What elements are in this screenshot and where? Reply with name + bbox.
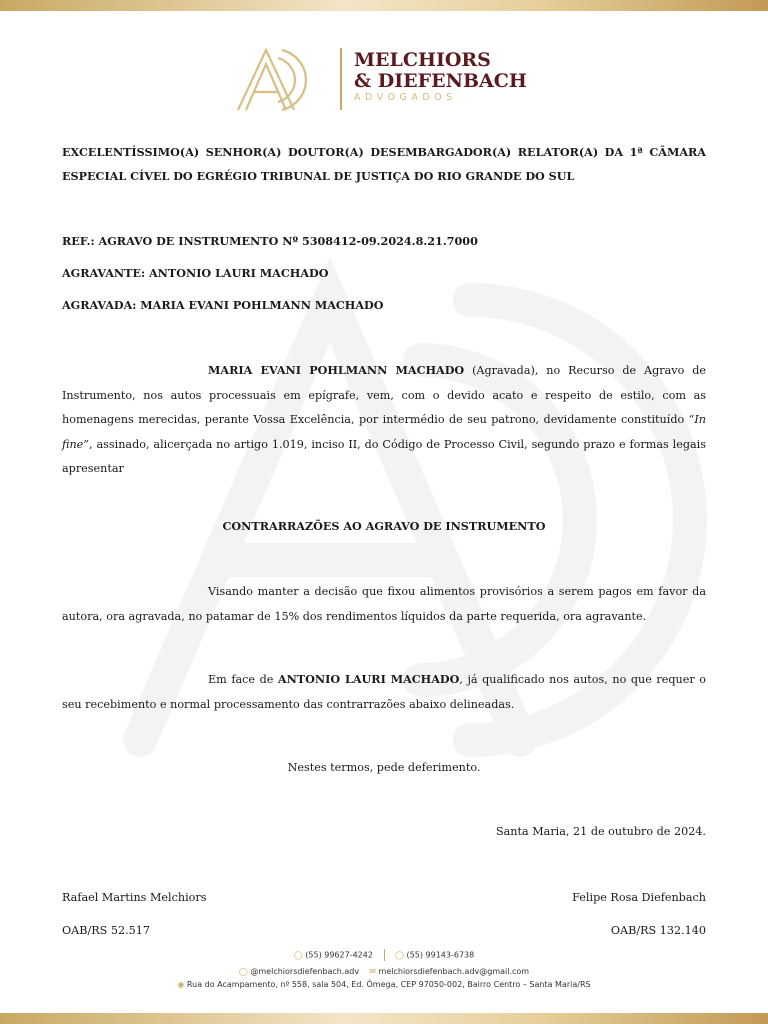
addressee-line1: EXCELENTÍSSIMO(A) SENHOR(A) DOUTOR(A) DESEMBARGADOR(A) RELATOR(A) DA 1ª CÂMARA	[62, 145, 706, 159]
whatsapp-icon: ◯	[293, 950, 303, 960]
footer-instagram: @melchiorsdiefenbach.adv	[250, 967, 360, 976]
paragraph-request-text-end: , já qualificado nos autos, no que requer o seu recebimento e normal processamento das contrarrazões abaixo delineadas.	[62, 673, 706, 711]
footer-email: melchiorsdiefenbach.adv@gmail.com	[378, 967, 530, 976]
footer-address: Rua do Acampamento, nº 558, sala 504, Ed. Ômega, CEP 97050-002, Bairro Centro – Santa Maria/RS	[186, 980, 591, 989]
paragraph-objective	[62, 580, 706, 629]
closing-text: Nestes termos, pede deferimento.	[287, 761, 481, 774]
signature-left-oab: OAB/RS 52.517	[62, 924, 151, 937]
footer-separator	[384, 949, 385, 961]
paragraph-intro-text: (Agravada), no Recurso de Agravo de Instrumento, nos autos processuais em epígrafe, vem, com o devido acato e respeito de estilo, com as homenagens merecidas, perante Vossa Excelência, por intermédio de seu patrono, devidamente constituído	[62, 364, 706, 426]
footer-phone-2: (55) 99143-6738	[406, 950, 475, 960]
in-fine-text: “In fine”	[62, 413, 706, 451]
party-name: MARIA EVANI POHLMANN MACHADO	[208, 363, 465, 377]
top-decorative-bar	[0, 0, 768, 11]
paragraph-request-text: Em face de	[208, 673, 278, 686]
footer-phone-1: (55) 99627-4242	[305, 950, 373, 960]
section-heading: CONTRARRAZÕES AO AGRAVO DE INSTRUMENTO	[222, 519, 546, 533]
phone-icon: ◯	[395, 950, 404, 960]
instagram-icon: ◯	[238, 967, 248, 976]
location-pin-icon: ◉	[177, 980, 185, 989]
place-date: Santa Maria, 21 de outubro de 2024.	[495, 825, 706, 838]
agravante-name: ANTONIO LAURI MACHADO	[277, 672, 460, 686]
bottom-decorative-bar	[0, 1013, 768, 1024]
paragraph-request	[62, 667, 706, 717]
email-icon: ✉	[369, 967, 376, 976]
case-agravante: AGRAVANTE: ANTONIO LAURI MACHADO	[62, 266, 329, 280]
addressee-line2: ESPECIAL CÍVEL DO EGRÉGIO TRIBUNAL DE JUSTIÇA DO RIO GRANDE DO SUL	[62, 169, 575, 183]
md-monogram-icon	[232, 44, 328, 114]
signature-right-oab: OAB/RS 132.140	[610, 924, 706, 937]
paragraph-objective-text: Visando manter a decisão que fixou alimentos provisórios a serem pagos em favor da autora, ora agravada, no patamar de 15% dos rendimentos líquidos da parte requerida, ora agravante.	[62, 585, 706, 623]
footer-contacts	[0, 967, 768, 976]
logo-name-line1: MELCHIORS	[354, 49, 491, 71]
signature-left-name: Rafael Martins Melchiors	[62, 891, 207, 904]
footer-phones	[0, 949, 768, 961]
footer-address-row	[0, 980, 768, 989]
logo-divider	[340, 48, 342, 110]
firm-logo	[232, 44, 542, 114]
case-agravada: AGRAVADA: MARIA EVANI POHLMANN MACHADO	[62, 298, 384, 312]
signature-right-name: Felipe Rosa Diefenbach	[572, 891, 706, 904]
logo-subtitle: ADVOGADOS	[354, 92, 457, 103]
case-reference: REF.: AGRAVO DE INSTRUMENTO Nº 5308412-09.2024.8.21.7000	[62, 234, 478, 248]
paragraph-intro	[62, 358, 706, 482]
paragraph-intro-text-end: , assinado, alicerçada no artigo 1.019, inciso II, do Código de Processo Civil, segundo prazo e formas legais apresentar	[62, 437, 706, 475]
logo-name-line2: & DIEFENBACH	[354, 70, 527, 92]
